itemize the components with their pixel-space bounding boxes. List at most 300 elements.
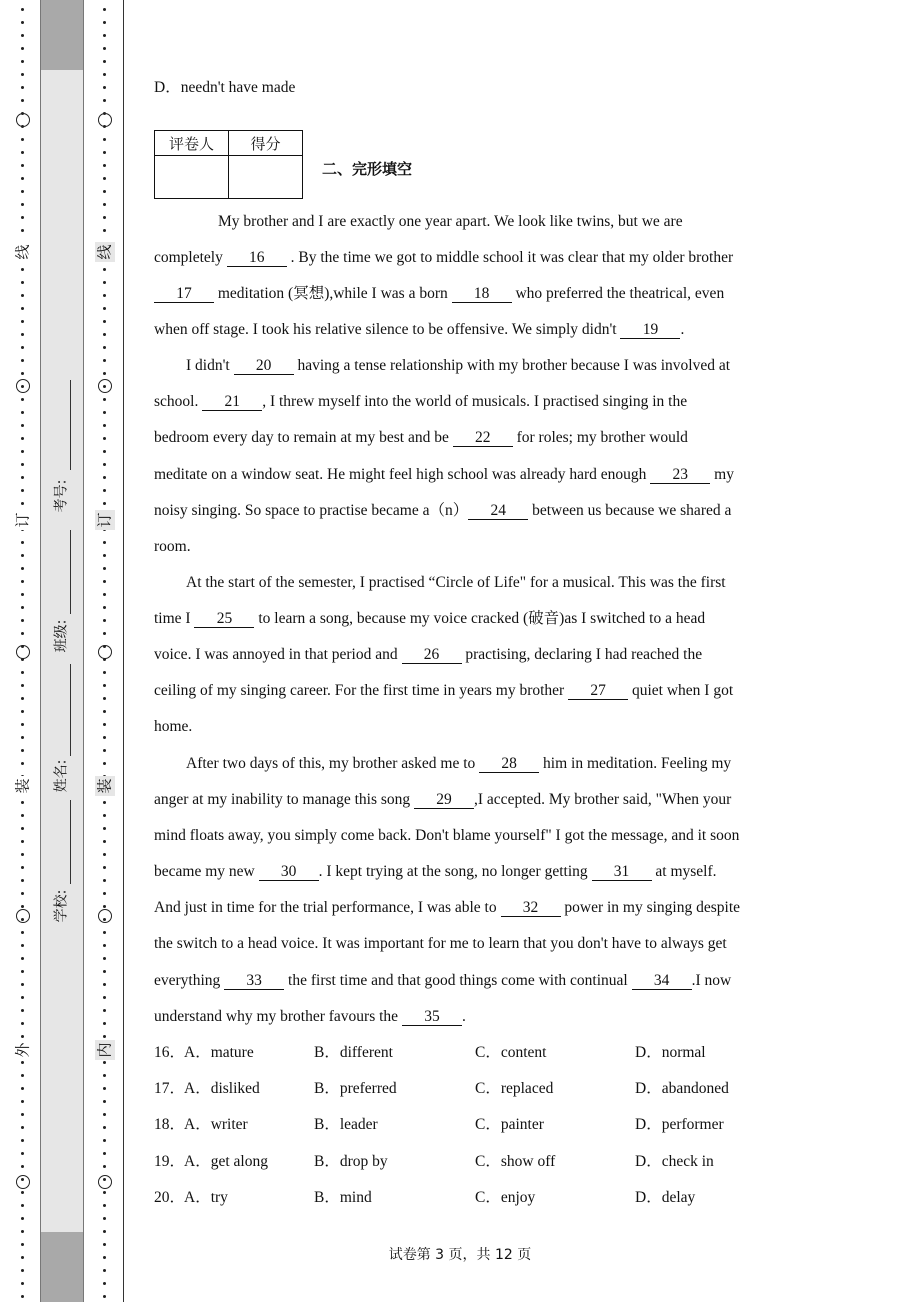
outer-dot [21,320,24,323]
blank-29[interactable]: 29 [414,791,474,809]
outer-dot [21,372,24,375]
inner-dot [103,99,106,102]
inner-dot [103,1217,106,1220]
inner-dot [103,1126,106,1129]
passage-line [154,465,734,485]
outer-dot [21,905,24,908]
outer-dot [21,593,24,596]
section-title: 二、完形填空 [322,160,413,178]
passage-line [154,537,191,557]
passage-text: meditation (冥想),while I was a born [214,285,452,302]
inner-dot [103,671,106,674]
inner-dot [103,931,106,934]
inner-dot [103,138,106,141]
blank-21[interactable]: 21 [202,393,262,411]
outer-dot [21,671,24,674]
inner-dot [103,1230,106,1233]
outer-dot [21,541,24,544]
passage-line [154,428,688,448]
passage-line [154,501,731,521]
question-number: 20． [154,1189,186,1206]
passage-text: the first time and that good things come with continual [284,972,632,989]
outer-dot [21,476,24,479]
outer-dot [21,1191,24,1194]
outer-dot [21,502,24,505]
passage-text: home. [154,718,193,735]
passage-line [154,1007,466,1027]
outer-dot [21,944,24,947]
inner-dot [103,1139,106,1142]
blank-35[interactable]: 35 [402,1008,462,1026]
inner-dot [103,723,106,726]
band-shade-top [40,0,84,70]
inner-dot [103,567,106,570]
blank-33[interactable]: 33 [224,972,284,990]
inner-dot [103,346,106,349]
outer-dot [21,749,24,752]
outer-dot [21,632,24,635]
inner-dot [103,21,106,24]
passage-line [154,790,731,810]
passage-line [154,248,733,268]
inner-dot [103,879,106,882]
blank-20[interactable]: 20 [234,357,294,375]
inner-dot [103,60,106,63]
inner-dot [103,762,106,765]
inner-dot [103,1165,106,1168]
inner-dot [103,320,106,323]
passage-text: , I threw myself into the world of musicals. I practised singing in the [262,393,688,410]
inner-dot [103,333,106,336]
outer-dot [21,1022,24,1025]
option-c[interactable]: C．content [475,1044,547,1061]
inner-dot [103,372,106,375]
outer-dot [21,398,24,401]
passage-text: power in my singing despite [560,899,741,916]
inner-dot [103,1113,106,1116]
passage-text: room. [154,538,191,555]
inner-dot [103,281,106,284]
inner-dot [103,476,106,479]
inner-dot [103,47,106,50]
blank-18[interactable]: 18 [452,285,512,303]
inner-dot [103,1269,106,1272]
passage-text: having a tense relationship with my brother because I was involved at [293,357,731,374]
inner-dot [103,307,106,310]
inner-dot [103,853,106,856]
blank-23[interactable]: 23 [650,466,710,484]
passage-text: . [461,1008,466,1025]
passage-text: . I kept trying at the song, no longer getting [318,863,592,880]
blank-24[interactable]: 24 [468,502,528,520]
option-a[interactable]: A．try [184,1189,228,1206]
outer-dot [21,567,24,570]
inner-dot [103,632,106,635]
outer-dot [21,203,24,206]
outer-binding-label-4: 外 [13,1040,33,1060]
outer-dot [21,1165,24,1168]
outer-dot [21,177,24,180]
outer-dot [21,1009,24,1012]
inner-dot [103,905,106,908]
inner-dot [103,463,106,466]
blank-16[interactable]: 16 [227,249,287,267]
passage-text: My brother and I are exactly one year apart. We look like twins, but we are [218,213,683,230]
band-edge-right [83,0,84,1302]
band-shade-bottom [40,1232,84,1302]
outer-dot [21,1295,24,1298]
blank-30[interactable]: 30 [259,863,319,881]
blank-25[interactable]: 25 [194,610,254,628]
outer-circle-5 [16,1175,30,1189]
option-d[interactable]: D．normal [635,1044,706,1061]
passage-text: to learn a song, because my voice cracked (破音)as I switched to a head [254,610,706,627]
question-number: 16． [154,1044,186,1061]
passage-line [186,356,730,376]
outer-dot [21,1152,24,1155]
option-a[interactable]: A．disliked [184,1080,260,1097]
passage-text: . By the time we got to middle school it was clear that my older brother [286,249,734,266]
outer-binding-label-1: 线 [13,242,33,262]
school-label: 学校: [53,889,70,923]
outer-dot [21,307,24,310]
inner-dot [103,814,106,817]
inner-dot [103,190,106,193]
outer-circle-4 [16,909,30,923]
inner-dot [103,1204,106,1207]
inner-dot [103,177,106,180]
option-b[interactable]: B．mind [314,1189,372,1206]
passage-text: time I [154,610,195,627]
inner-dot [103,606,106,609]
passage-text: became my new [154,863,259,880]
outer-dot [21,359,24,362]
inner-dot [103,1061,106,1064]
passage-text: for roles; my brother would [512,429,688,446]
inner-dot [103,619,106,622]
outer-dot [21,47,24,50]
inner-dot [103,1087,106,1090]
inner-dot [103,749,106,752]
previous-option-d: D．needn't have made [154,79,296,96]
passage-text: who preferred the theatrical, even [511,285,725,302]
outer-dot [21,333,24,336]
inner-dot [103,697,106,700]
page-edge-line [123,0,124,1302]
inner-circle-2 [98,379,112,393]
inner-dot [103,684,106,687]
inner-dot [103,1100,106,1103]
inner-dot [103,502,106,505]
passage-line [154,862,717,882]
outer-dot [21,983,24,986]
option-c[interactable]: C．enjoy [475,1189,536,1206]
option-c[interactable]: C．show off [475,1153,556,1170]
outer-binding-label-2: 订 [13,510,33,530]
passage-text: meditate on a window seat. He might feel high school was already hard enough [154,466,651,483]
grader-cell[interactable] [155,156,229,199]
inner-dot [103,411,106,414]
outer-dot [21,840,24,843]
inner-dot [103,1191,106,1194]
passage-text: my [710,466,734,483]
blank-32[interactable]: 32 [501,899,561,917]
inner-dot [103,957,106,960]
outer-dot [21,762,24,765]
passage-text: practising, declaring I had reached the [461,646,703,663]
inner-dot [103,450,106,453]
option-a[interactable]: A．get along [184,1153,268,1170]
outer-dot [21,1087,24,1090]
question-number: 17． [154,1080,186,1097]
name-label: 姓名: [53,759,70,793]
passage-text: ,I accepted. My brother said, "When your [474,791,732,808]
inner-dot [103,866,106,869]
blank-26[interactable]: 26 [402,646,462,664]
outer-dot [21,437,24,440]
blank-27[interactable]: 27 [568,682,628,700]
inner-dot [103,554,106,557]
outer-dot [21,1126,24,1129]
inner-dot [103,73,106,76]
passage-text: quiet when I got [628,682,734,699]
option-a[interactable]: A．mature [184,1044,254,1061]
passage-line [154,645,702,665]
passage-text: anger at my inability to manage this song [154,791,415,808]
outer-dot [21,424,24,427]
outer-circle-1 [16,113,30,127]
outer-dot [21,294,24,297]
inner-dot [103,736,106,739]
outer-dot [21,723,24,726]
outer-dot [21,931,24,934]
outer-dot [21,346,24,349]
blank-17[interactable]: 17 [154,285,214,303]
inner-circle-1 [98,113,112,127]
outer-dot [21,34,24,37]
inner-dot [103,580,106,583]
outer-dot [21,190,24,193]
outer-dot [21,463,24,466]
passage-text: him in meditation. Feeling my [539,755,732,772]
outer-dot [21,996,24,999]
inner-circle-4 [98,909,112,923]
outer-dot [21,1035,24,1038]
score-header: 得分 [229,131,303,156]
passage-text: completely [154,249,227,266]
option-d[interactable]: D．check in [635,1153,714,1170]
passage-text: And just in time for the trial performance, I was able to [154,899,501,916]
grader-header: 评卷人 [155,131,229,156]
outer-dot [21,801,24,804]
inner-dot [103,1282,106,1285]
inner-dot [103,541,106,544]
option-b[interactable]: B．different [314,1044,393,1061]
exam-number-line[interactable] [70,380,71,470]
school-line[interactable] [70,800,71,884]
passage-text: noisy singing. So space to practise became a（n） [154,502,469,519]
inner-dot [103,359,106,362]
passage-line [154,392,687,412]
option-b[interactable]: B．preferred [314,1080,397,1097]
inner-binding-label-1: 线 [95,242,115,262]
outer-circle-3 [16,645,30,659]
option-a[interactable]: A．writer [184,1116,248,1133]
exam-number-label: 考号: [53,479,70,513]
inner-dot [103,801,106,804]
passage-line [154,971,731,991]
inner-dot [103,203,106,206]
outer-dot [21,1217,24,1220]
passage-text: mind floats away, you simply come back. Don't blame yourself" I got the message, and it soon [154,827,740,844]
blank-22[interactable]: 22 [453,429,513,447]
passage-text: the switch to a head voice. It was important for me to learn that you don't have to always get [154,935,727,952]
passage-line [154,284,724,304]
outer-dot [21,580,24,583]
outer-dot [21,684,24,687]
inner-dot [103,34,106,37]
inner-dot [103,840,106,843]
outer-dot [21,86,24,89]
outer-dot [21,814,24,817]
passage-text: bedroom every day to remain at my best and be [154,429,453,446]
inner-dot [103,710,106,713]
inner-dot [103,827,106,830]
blank-31[interactable]: 31 [592,863,652,881]
outer-dot [21,866,24,869]
outer-dot [21,710,24,713]
outer-dot [21,827,24,830]
outer-dot [21,21,24,24]
outer-dot [21,697,24,700]
passage-text: between us because we shared a [528,502,732,519]
inner-circle-3 [98,645,112,659]
outer-dot [21,619,24,622]
passage-line [154,609,705,629]
passage-text: ceiling of my singing career. For the first time in years my brother [154,682,569,699]
outer-dot [21,1230,24,1233]
option-c[interactable]: C．replaced [475,1080,554,1097]
passage-line [186,754,731,774]
inner-dot [103,268,106,271]
inner-dot [103,593,106,596]
inner-dot [103,1074,106,1077]
outer-dot [21,229,24,232]
inner-dot [103,892,106,895]
blank-28[interactable]: 28 [479,755,539,773]
outer-dot [21,970,24,973]
option-d[interactable]: D．abandoned [635,1080,729,1097]
passage-line [154,681,733,701]
outer-dot [21,892,24,895]
inner-dot [103,398,106,401]
outer-dot [21,606,24,609]
inner-dot [103,424,106,427]
inner-dot [103,983,106,986]
passage-text: school. [154,393,203,410]
inner-dot [103,294,106,297]
passage-line [154,898,740,918]
inner-dot [103,86,106,89]
outer-dot [21,73,24,76]
passage-line [186,573,726,593]
band-edge-left [40,0,41,1302]
class-line[interactable] [70,530,71,614]
outer-dot [21,450,24,453]
question-number: 19． [154,1153,186,1170]
passage-line [154,826,739,846]
inner-dot [103,151,106,154]
outer-dot [21,1282,24,1285]
outer-binding-label-3: 装 [13,776,33,796]
passage-text: voice. I was annoyed in that period and [154,646,402,663]
inner-dot [103,216,106,219]
inner-dot [103,996,106,999]
passage-text: I didn't [186,357,234,374]
passage-text: when off stage. I took his relative silence to be offensive. We simply didn't [154,321,621,338]
inner-circle-5 [98,1175,112,1189]
passage-line [154,717,192,737]
outer-circle-2 [16,379,30,393]
outer-dot [21,1100,24,1103]
inner-dot [103,489,106,492]
passage-text: After two days of this, my brother asked me to [186,755,480,772]
inner-binding-label-4: 内 [95,1040,115,1060]
outer-dot [21,853,24,856]
inner-dot [103,944,106,947]
inner-dot [103,437,106,440]
option-b[interactable]: B．drop by [314,1153,388,1170]
option-d[interactable]: D．delay [635,1189,696,1206]
inner-dot [103,970,106,973]
passage-text: .I now [691,972,732,989]
outer-dot [21,151,24,154]
inner-binding-label-2: 订 [95,510,115,530]
outer-dot [21,1269,24,1272]
blank-19[interactable]: 19 [620,321,680,339]
blank-34[interactable]: 34 [632,972,692,990]
outer-dot [21,879,24,882]
inner-dot [103,8,106,11]
outer-dot [21,281,24,284]
inner-dot [103,1295,106,1298]
option-d[interactable]: D．performer [635,1116,724,1133]
passage-line [154,934,727,954]
outer-dot [21,957,24,960]
outer-dot [21,1061,24,1064]
inner-dot [103,229,106,232]
outer-dot [21,164,24,167]
score-cell[interactable] [229,156,303,199]
class-label: 班级: [53,619,70,653]
score-table [154,130,303,199]
outer-dot [21,268,24,271]
outer-dot [21,99,24,102]
passage-text: at myself. [651,863,717,880]
passage-line [154,320,684,340]
option-c[interactable]: C．painter [475,1116,544,1133]
passage-text: At the start of the semester, I practised “Circle of Life" for a musical. This was the first [186,574,726,591]
inner-dot [103,1022,106,1025]
outer-dot [21,554,24,557]
question-number: 18． [154,1116,186,1133]
outer-dot [21,489,24,492]
name-line[interactable] [70,664,71,756]
option-b[interactable]: B．leader [314,1116,378,1133]
passage-text: everything [154,972,225,989]
inner-dot [103,164,106,167]
outer-dot [21,1204,24,1207]
